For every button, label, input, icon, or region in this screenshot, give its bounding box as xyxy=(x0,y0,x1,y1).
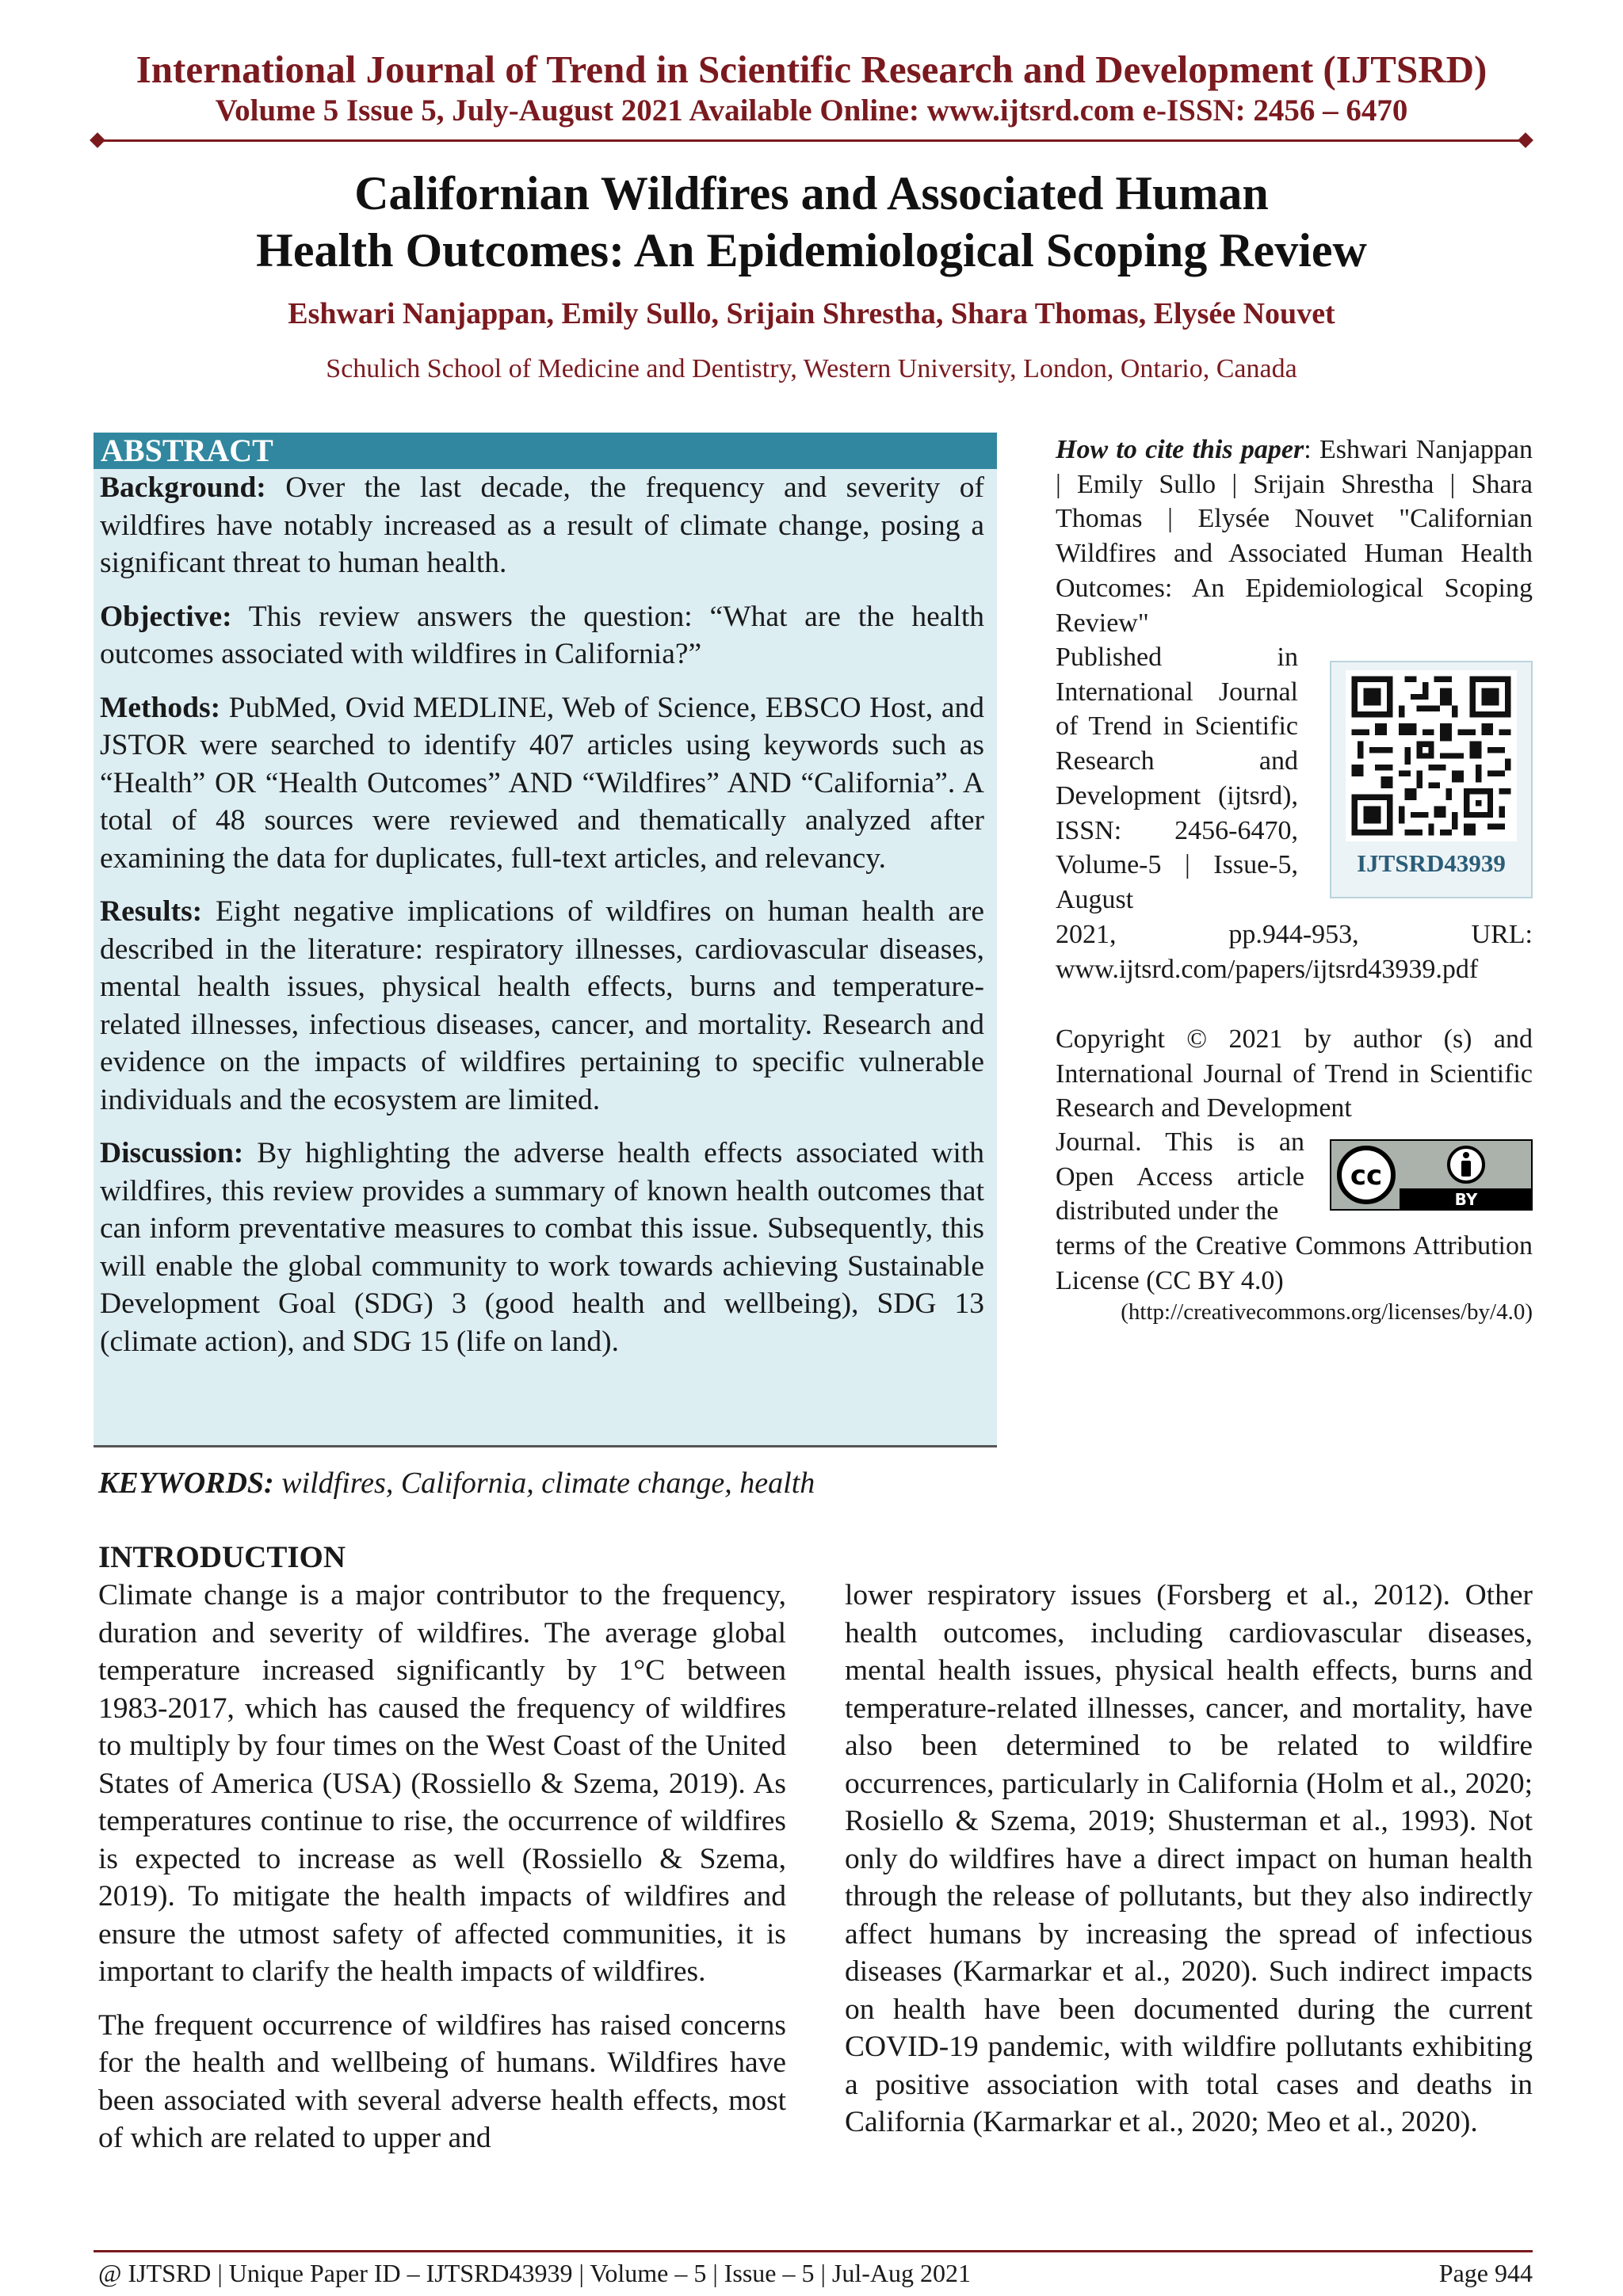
keywords: KEYWORDS: wildfires, California, climate change, health xyxy=(98,1466,815,1500)
abstract-label: Background: xyxy=(100,471,266,504)
abstract-label: Objective: xyxy=(100,600,232,633)
citation-intro: How to cite this paper: Eshwari Nanjappan | Emily Sullo | Srijain Shrestha | Shara Thomas | Elysée Nouvet "Californian Wildfires and Associated Human Health Outcomes: An Epidemiological Scoping Review" xyxy=(1056,435,1533,638)
abstract-discussion: Discussion: By highlighting the adverse health effects associated with wildfires, this review provides a summary of known health outcomes that can inform preventative measures to combat this issue. Subsequently, this will enable the global community to work towards achieving Sustainable Development Goal (SDG) 3 (good health and wellbeing), SDG 13 (climate action), and SDG 15 (life on land). xyxy=(100,1137,984,1358)
introduction-heading: INTRODUCTION xyxy=(98,1540,346,1574)
intro-paragraph: Climate change is a major contributor to the frequency, duration and severity of wildfires. The average global temperature increased significantly by 1°C between 1983-2017, which has caused the frequency of wildfires to multiply by four times on the West Coast of the United States of America (USA) (Rossiello & Szema, 2019). As temperatures continue to rise, the occurrence of wildfires is expected to increase as well (Rossiello & Szema, 2019). To mitigate the health impacts of wildfires and ensure the utmost safety of affected communities, it is important to clarify the health impacts of wildfires. xyxy=(98,1579,786,1988)
abstract-heading: ABSTRACT xyxy=(94,433,997,469)
intro-column-right xyxy=(845,1577,1533,2157)
intro-column-left xyxy=(98,1577,786,2173)
copyright-license: terms of the Creative Commons Attribution License (CC BY 4.0) xyxy=(1056,1231,1533,1295)
footer-rule xyxy=(94,2250,1533,2252)
footer-info: @ IJTSRD | Unique Paper ID – IJTSRD43939 | Volume – 5 | Issue – 5 | Jul-Aug 2021 xyxy=(98,2259,971,2287)
citation-label: How to cite this paper xyxy=(1056,435,1304,464)
authors: Eshwari Nanjappan, Emily Sullo, Srijain Shrestha, Shara Thomas, Elysée Nouvet xyxy=(288,297,1335,330)
abstract-methods: Methods: PubMed, Ovid MEDLINE, Web of Science, EBSCO Host, and JSTOR were searched to identify 407 articles using keywords such as “Health” OR “Health Outcomes” AND “Wildfires” AND “California”. A total of 48 sources were reviewed and thematically analyzed after examining the data for duplicates, full-text articles, and relevancy. xyxy=(100,691,984,875)
rule-diamond-left xyxy=(90,132,105,148)
copyright-intro: Copyright © 2021 by author (s) and International Journal of Trend in Scientific Research and Development xyxy=(1056,1024,1533,1123)
svg-text:cc: cc xyxy=(1350,1160,1383,1192)
qr-paper-id: IJTSRD43939 xyxy=(1357,849,1506,877)
keywords-label: KEYWORDS: xyxy=(98,1466,274,1500)
journal-name: International Journal of Trend in Scientific Research and Development (IJTSRD) xyxy=(136,48,1487,91)
copyright-open-access: Journal. This is an Open Access article distributed under the xyxy=(1056,1127,1304,1226)
abstract-results: Results: Eight negative implications of wildfires on human health are described in the literature: respiratory illnesses, cardiovascular diseases, mental health issues, physical health effects, burns and temperature-related illnesses, infectious diseases, cancer, and mortality. Research and evidence on the impacts of wildfires pertaining to specific vulnerable individuals and the ecosystem are limited. xyxy=(100,895,984,1116)
abstract-objective: Objective: This review answers the question: “What are the health outcomes associated with wildfires in California?” xyxy=(100,600,984,670)
header-rule xyxy=(97,139,1524,142)
page-number: Page 944 xyxy=(1438,2259,1533,2287)
abstract-background: Background: Over the last decade, the frequency and severity of wildfires have notably increased as a result of climate change, posing a significant threat to human health. xyxy=(100,471,984,579)
abstract-label: Discussion: xyxy=(100,1137,244,1169)
article-title xyxy=(0,165,1623,279)
abstract-label: Results: xyxy=(100,895,203,928)
title-line-2: Health Outcomes: An Epidemiological Scoping Review xyxy=(256,224,1367,277)
title-line-1: Californian Wildfires and Associated Human xyxy=(354,167,1269,219)
intro-paragraph: lower respiratory issues (Forsberg et al., 2012). Other health outcomes, including cardiovascular diseases, mental health issues, physical health effects, burns and temperature-related illnesses, cancer, and mortality, have also been determined to be related to wildfire occurrences, particularly in California (Holm et al., 2020; Rosiello & Szema, 2019; Shusterman et al., 1993). Not only do wildfires have a direct impact on human health through the release of pollutants, but they also indirectly affect humans by increasing the spread of infectious diseases (Karmarkar et al., 2020). Such indirect impacts on health have been documented during the current COVID-19 pandemic, with wildfire pollutants exhibiting a positive association with total cases and deaths in California (Karmarkar et al., 2020; Meo et al., 2020). xyxy=(845,1579,1533,2138)
intro-paragraph: The frequent occurrence of wildfires has raised concerns for the health and wellbeing of humans. Wildfires have been associated with several adverse health effects, most of which are related to upper and xyxy=(98,2008,786,2154)
affiliation: Schulich School of Medicine and Dentistry, Western University, London, Ontario, Canada xyxy=(326,354,1297,383)
citation-url: 2021, pp.944-953, URL: www.ijtsrd.com/papers/ijtsrd43939.pdf xyxy=(1056,920,1533,984)
citation-published: Published in International Journal of Trend in Scientific Research and Development (ijtsrd), ISSN: 2456-6470, Volume-5 | Issue-5, August xyxy=(1056,643,1298,914)
abstract-label: Methods: xyxy=(100,691,221,724)
cc-by-badge-icon[interactable] xyxy=(1330,1139,1533,1211)
rule-diamond-right xyxy=(1518,132,1533,148)
qr-code-icon[interactable] xyxy=(1346,670,1517,841)
volume-line: Volume 5 Issue 5, July-August 2021 Available Online: www.ijtsrd.com e-ISSN: 2456 – 6470 xyxy=(215,93,1408,128)
abstract-body xyxy=(100,469,984,1376)
cc-by-label: BY xyxy=(1454,1190,1478,1209)
license-link[interactable]: (http://creativecommons.org/licenses/by/4.0) xyxy=(1121,1299,1533,1325)
